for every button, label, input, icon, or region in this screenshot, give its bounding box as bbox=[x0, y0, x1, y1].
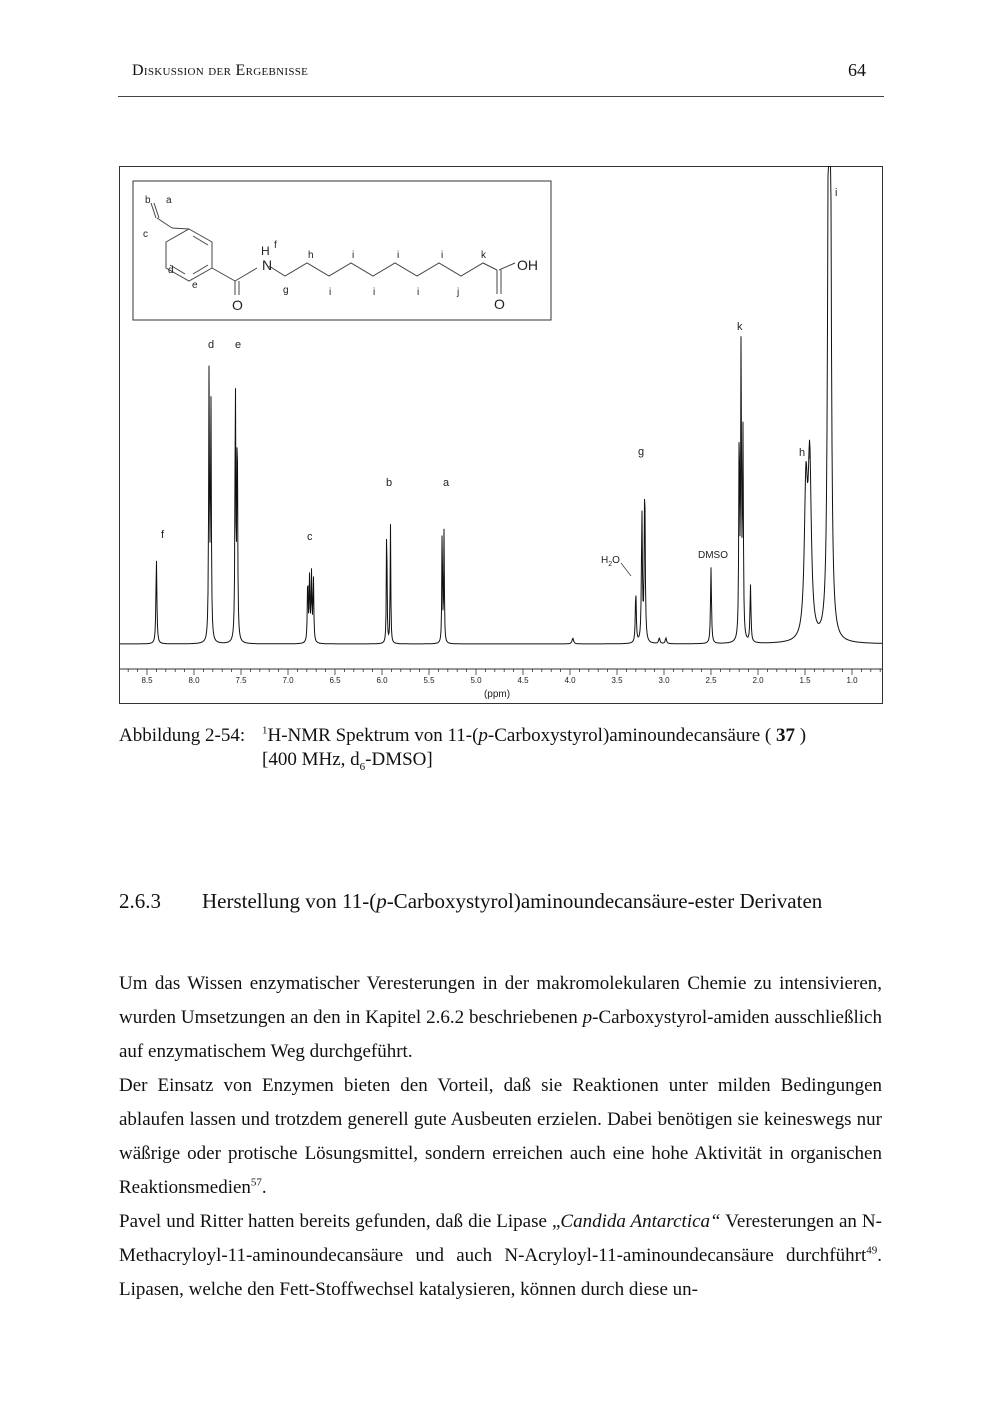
x-tick-label: 5.5 bbox=[423, 676, 435, 685]
peak-label-d: d bbox=[208, 339, 215, 351]
p1-b: -Carboxystyrol-amiden ausschließlich auf enzymatischem Weg durchgeführt. bbox=[119, 1007, 882, 1062]
x-tick-label: 5.0 bbox=[470, 676, 482, 685]
caption-text-a: H-NMR Spektrum von 11-( bbox=[267, 725, 479, 746]
caption-line2-b: -DMSO] bbox=[365, 749, 433, 770]
structure-label: i bbox=[329, 287, 332, 298]
atom-h: H bbox=[261, 244, 270, 258]
nmr-spectrum-svg bbox=[119, 166, 883, 704]
section-number: 2.6.3 bbox=[119, 889, 161, 913]
caption-line2-sub: 6 bbox=[359, 760, 366, 773]
structure-label: a bbox=[166, 195, 172, 206]
peak-label-b: b bbox=[386, 477, 393, 489]
peak-label-c: c bbox=[307, 531, 313, 543]
x-tick-label: 7.0 bbox=[282, 676, 294, 685]
peak-label-k: k bbox=[737, 321, 743, 333]
x-tick-label: 1.0 bbox=[846, 676, 858, 685]
caption-text-b: -Carboxystyrol)aminoundecansäure ( bbox=[487, 725, 776, 746]
p3-b: Veresterungen an N-Methacryloyl-11-aminoundecansäure und auch N-Acryloyl-11-aminoundecansäure durchführt bbox=[119, 1211, 882, 1266]
section-heading bbox=[119, 889, 889, 914]
structure-label: j bbox=[457, 287, 460, 298]
section-title-b: -Carboxystyrol)aminoundecansäure-ester Derivaten bbox=[386, 889, 823, 913]
p1-p: p bbox=[582, 1007, 593, 1028]
peak-label-f: f bbox=[161, 529, 165, 541]
peak-label-i: i bbox=[835, 187, 838, 199]
structure-label: b bbox=[145, 195, 151, 206]
peak-label-hj: h j bbox=[799, 447, 811, 459]
x-axis-unit: (ppm) bbox=[483, 689, 511, 700]
peak-label-a: a bbox=[443, 477, 450, 489]
x-tick-label: 4.5 bbox=[517, 676, 529, 685]
x-tick-label: 6.5 bbox=[329, 676, 341, 685]
p3-i: Candida Antarctica“ bbox=[560, 1211, 721, 1232]
structure-label: k bbox=[481, 250, 486, 261]
atom-n: N bbox=[262, 257, 273, 273]
structure-label: f bbox=[274, 240, 277, 251]
peak-label-g: g bbox=[638, 446, 645, 458]
structure-label: e bbox=[192, 280, 198, 291]
structure-label: i bbox=[352, 250, 355, 261]
h2o-h: H bbox=[601, 555, 609, 566]
paragraph-2 bbox=[119, 1069, 882, 1205]
p3-a: Pavel und Ritter hatten bereits gefunden, daß die Lipase „ bbox=[119, 1211, 561, 1232]
x-tick-label: 2.5 bbox=[705, 676, 717, 685]
caption-compound: 37 bbox=[776, 725, 795, 746]
caption-label: Abbildung 2-54: bbox=[119, 725, 246, 746]
atom-o-acid: O bbox=[494, 296, 505, 312]
structure-label: c bbox=[143, 229, 148, 240]
structure-label: h bbox=[308, 250, 314, 261]
structure-label: i bbox=[441, 250, 444, 261]
p3-ref: 49 bbox=[866, 1244, 878, 1257]
structure-label: d bbox=[168, 265, 174, 276]
p2-b: . bbox=[261, 1177, 267, 1198]
figure-caption bbox=[119, 724, 889, 772]
caption-p: p bbox=[478, 725, 488, 746]
paragraph-3 bbox=[119, 1205, 882, 1307]
group-oh: OH bbox=[517, 257, 538, 273]
structure-frame bbox=[133, 181, 551, 320]
paragraph-1 bbox=[119, 967, 882, 1069]
x-tick-label: 3.0 bbox=[658, 676, 670, 685]
structure-inset bbox=[133, 181, 551, 320]
caption-text-c: ) bbox=[795, 725, 807, 746]
structure-label: g bbox=[283, 285, 289, 296]
nmr-spectrum-figure bbox=[119, 166, 883, 704]
x-tick-label: 2.0 bbox=[752, 676, 764, 685]
p2-a: Der Einsatz von Enzymen bieten den Vorteil, daß sie Reaktionen unter milden Bedingungen ablaufen lassen und trotzdem generell gute Ausbeuten erzielen. Dabei benötigen sie keineswegs nur wäßrige oder protische Lösungsmittel, sondern erreichen auch eine hohe Aktivität in organischen Reaktionsmedien bbox=[119, 1075, 882, 1198]
p2-ref: 57 bbox=[250, 1176, 262, 1189]
running-header bbox=[118, 58, 884, 97]
x-tick-label: 6.0 bbox=[376, 676, 388, 685]
structure-label: i bbox=[417, 287, 420, 298]
structure-label: i bbox=[397, 250, 400, 261]
x-tick-label: 1.5 bbox=[799, 676, 811, 685]
x-tick-label: 8.5 bbox=[141, 676, 153, 685]
caption-sup: 1 bbox=[262, 724, 268, 737]
page-number: 64 bbox=[848, 60, 866, 80]
section-title-a: Herstellung von 11-( bbox=[202, 889, 377, 913]
header-title: Diskussion der Ergebnisse bbox=[132, 62, 309, 79]
x-tick-label: 7.5 bbox=[235, 676, 247, 685]
p1-a: Um das Wissen enzymatischer Veresterungen in der makromolekularen Chemie zu intensivieren, wurden Umsetzungen an den in Kapitel 2.6.2 beschriebenen bbox=[119, 973, 882, 1028]
h2o-o: O bbox=[612, 555, 620, 566]
section-title-p: p bbox=[376, 889, 387, 913]
x-tick-label: 8.0 bbox=[188, 676, 200, 685]
h2o-sub: 2 bbox=[608, 561, 613, 568]
atom-o-amide: O bbox=[232, 297, 243, 313]
p3-c: . Lipasen, welche den Fett-Stoffwechsel katalysieren, können durch diese un- bbox=[119, 1245, 882, 1300]
x-tick-label: 4.0 bbox=[564, 676, 576, 685]
peak-label-dmso: DMSO bbox=[698, 550, 728, 561]
structure-label: i bbox=[373, 287, 376, 298]
peak-label-e: e bbox=[235, 339, 242, 351]
body-text bbox=[119, 967, 882, 1307]
caption-line2-a: [400 MHz, d bbox=[262, 749, 360, 770]
x-tick-label: 3.5 bbox=[611, 676, 623, 685]
